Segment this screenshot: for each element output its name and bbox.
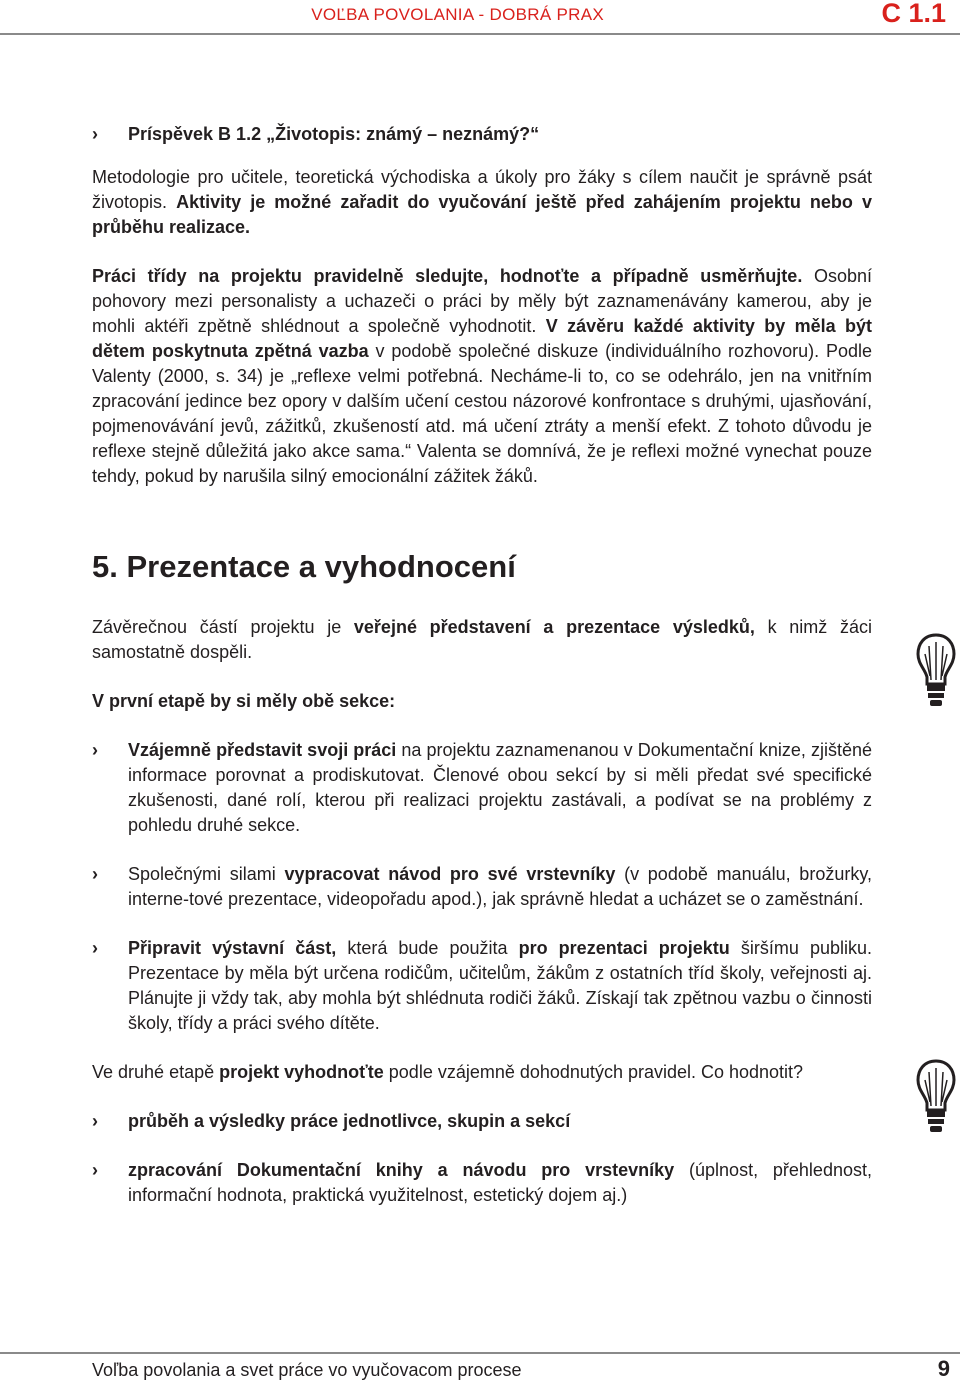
- header-title: VOĽBA POVOLANIA - DOBRÁ PRAX: [311, 5, 604, 24]
- header-divider: [0, 33, 960, 35]
- stage1-heading: V první etapě by si měly obě sekce:: [92, 691, 396, 711]
- reflection-text: Necháme-li to, co se odehrálo, jen na vnitřním zpracování jedince bez opory v dalším učení cestou názorové konfrontace s druhými, ujasňování, pojmenovávání jevů, zážitků, zkušeností atd. má učení ztráty a menší efekt. Z tohoto důvodu je reflexe stejně důležitá jako akce sama.“ Valenta se domnívá, že je reflexi možné vynechat pouze tehdy, pokud by narušila silný emocionální zážitek žáků.: [92, 366, 872, 486]
- list-item: › Společnými silami vypracovat návod pro své vrstevníky (v podobě manuálu, brožurky, interne-tové prezentace, videopořadu apod.), jak správně hledat a ucházet se o zaměstnání.: [92, 864, 872, 909]
- monitoring-text: Osobní pohovory mezi personalisty a uchazeči o práci by měly být zaznamenávány kamerou, aby je mohli aktéři zpětně shlédnout a společně vyhodnotit.: [92, 266, 872, 336]
- light-bulb-icon: [916, 632, 956, 710]
- stage2-paragraph: Ve druhé etapě projekt vyhodnoťte podle vzájemně dohodnutých pravidel. Co hodnotit?: [92, 1062, 804, 1082]
- list-item: › Připravit výstavní část, která bude použita pro prezentaci projektu širšímu publiku. Prezentace by měla být určena rodičům, učitelům, žákům z ostatních tříd školy, veřejnosti aj. Plánujte ji vždy tak, aby mohla být shlédnuta rodiči žáků. Získají tak zpětnou vazbu o činnosti školy, třídy a práci svého dítěte.: [92, 938, 872, 1033]
- list-item: › průběh a výsledky práce jednotlivce, skupin a sekcí: [92, 1109, 872, 1134]
- chevron-right-icon: ›: [92, 864, 98, 884]
- section-intro-text: Závěrečnou částí projektu je: [92, 617, 342, 637]
- section-intro-end: k nimž žáci samostatně dospěli.: [92, 617, 872, 662]
- section-intro: [92, 615, 872, 665]
- intro-bold: Aktivity je možné zařadit do vyučování ještě před zahájením projektu nebo v průběhu realizace.: [92, 192, 872, 237]
- chapter-code: C 1.1: [881, 0, 946, 28]
- monitoring-bold: Práci třídy na projektu pravidelně sledujte, hodnoťte a případně usměrňujte.: [92, 266, 803, 286]
- chevron-right-icon: ›: [92, 1111, 98, 1131]
- page-number: 9: [937, 1356, 950, 1381]
- reference-bullet: [92, 122, 872, 147]
- section-intro-bold: veřejné představení a prezentace výsledků,: [353, 617, 755, 637]
- chevron-right-icon: ›: [92, 938, 98, 958]
- footer-divider: [0, 1352, 960, 1354]
- body-text: [92, 122, 872, 1208]
- intro-text: Metodologie pro učitele, teoretická východiska a úkoly pro žáky s cílem naučit je správně psát životopis.: [92, 167, 872, 212]
- chevron-right-icon: ›: [92, 740, 98, 760]
- list-item: › zpracování Dokumentační knihy a návodu pro vrstevníky (úplnost, přehlednost, informační hodnota, praktická využitelnost, estetický dojem aj.): [92, 1160, 872, 1205]
- reference-title: Príspěvek B 1.2 „Životopis: známý – neznámý?“: [128, 124, 540, 144]
- monitoring-paragraph: [92, 264, 872, 489]
- chevron-right-icon: ›: [92, 1160, 98, 1180]
- list-item: › Vzájemně představit svoji práci na projektu zaznamenanou v Dokumentační knize, zjištěné informace porovnat a prodiskutovat. Členové obou sekcí by si měli předat své specifické zkušenosti, dané rolí, kterou při realizaci projektu zastávali, a podívat se na problémy z pohledu druhé sekce.: [92, 740, 872, 835]
- intro-paragraph: [92, 165, 872, 240]
- footer-title: Voľba povolania a svet práce vo vyučovacom procese: [92, 1360, 522, 1380]
- feedback-text: v podobě společné diskuze (individuálního rozhovoru). Podle Valenty (2000, s. 34) je „reflexe velmi potřebná.: [92, 341, 872, 386]
- section-title: 5. Prezentace a vyhodnocení: [92, 549, 516, 584]
- chevron-right-icon: ›: [92, 124, 98, 144]
- light-bulb-icon: [916, 1058, 956, 1136]
- page-header: [0, 0, 960, 40]
- feedback-bold: V závěru každé aktivity by měla být dětem poskytnuta zpětná vazba: [92, 316, 873, 361]
